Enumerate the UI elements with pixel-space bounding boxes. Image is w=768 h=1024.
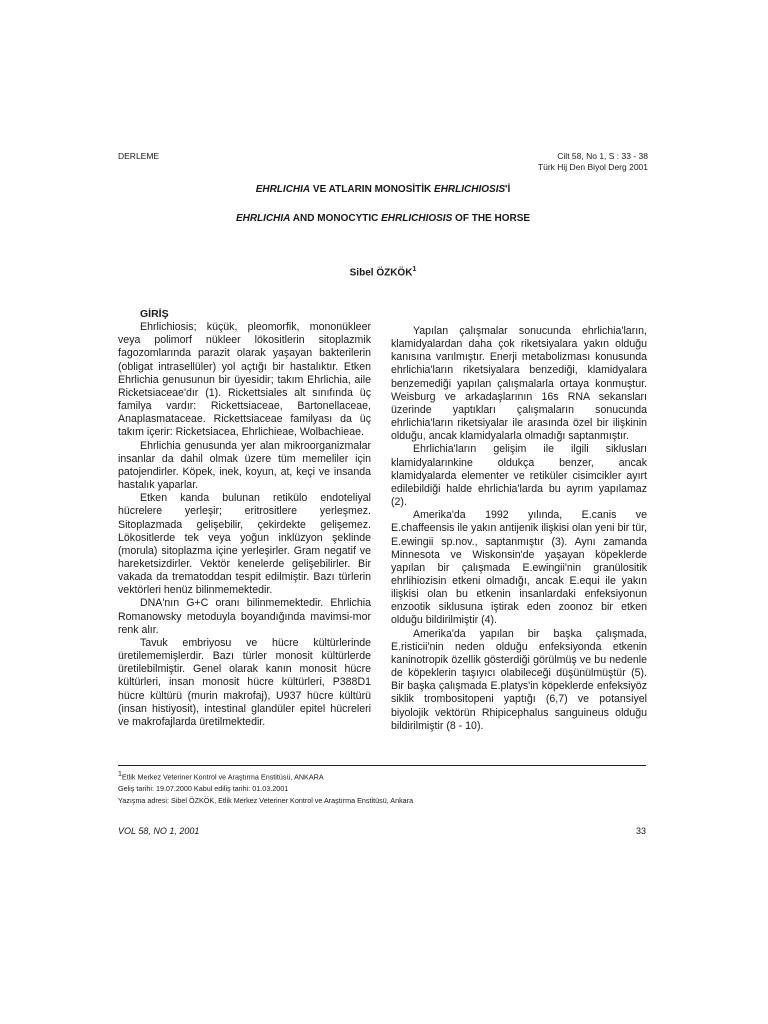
citation-line-2: Türk Hij Den Biyol Derg 2001 xyxy=(537,162,648,172)
title-en-part4: OF THE HORSE xyxy=(452,213,531,224)
page-number: 33 xyxy=(635,826,646,836)
left-paragraph-5: Tavuk embriyosu ve hücre kültürlerinde üretilememişlerdir. Bazı türler monosit kültürlerde üretilebilmiştir. Genel olarak kanın monosit hücre kültürleri, insan monosit hücre kültürleri, P388D1 hücre kültürü (murin makrofaj), U937 hücre kültürü (insan histiyosit), intestinal glandüler epitel hücreleri ve makrofajlarda üretilmektedir. xyxy=(118,636,371,728)
title-en-part1: EHRLICHIA xyxy=(235,213,291,224)
footnote-dates: Geliş tarihi: 19.07.2000 Kabul ediliş tarihi: 01.03.2001 xyxy=(118,784,289,794)
author-name: Sibel ÖZKÖK xyxy=(349,267,413,279)
footnotes xyxy=(118,769,648,807)
section-label: DERLEME xyxy=(118,151,160,161)
author-affil-mark: 1 xyxy=(412,266,417,273)
section-heading: GİRİŞ xyxy=(140,308,169,320)
title-tr-part1: EHRLICHIA xyxy=(255,184,311,195)
right-paragraph-3: Amerika'da 1992 yılında, E.canis ve E.chaffeensis ile yakın antijenik ilişkisi olan yeni bir tür, E.ewingii sp.nov., saptanmıştır (3). Aynı zamanda Minnesota ve Wiskonsin'de yaşayan köpeklerde yapılan bir çalışmada E.ewingii'nin granülositik ehrlihiozisin etkeni olmadığı, ancak E.equi ile yakın ilişkisi olan bu etkenin insanlardaki enfeksiyonun enzootik siklusuna iştirak eden zoonoz bir etken olduğu bildirilmiştir (4). xyxy=(391,509,647,627)
title-en-part3: EHRLICHIOSIS xyxy=(381,213,453,224)
title-tr-part3: EHRLICHIOSIS xyxy=(434,184,506,195)
left-paragraph-2: Ehrlichia genusunda yer alan mikroorganizmalar insanlar da dahil olmak üzere tüm memeliler için patojendirler. Köpek, inek, koyun, at, keçi ve insanda hastalık yaparlar. xyxy=(118,439,371,492)
title-en-part2: AND MONOCYTIC xyxy=(290,213,382,224)
title-tr-part2: VE ATLARIN MONOSİTİK xyxy=(310,184,435,195)
citation xyxy=(348,151,648,173)
footnote-mark: 1 xyxy=(118,771,122,778)
right-paragraph-2: Ehrlichia'ların gelişim ile ilgili siklusları klamidyalarınkine oldukça benzer, ancak klamidyalarda elementer ve retiküler cisimcikler ayırt edilebildiği halde ehrlichia'larda bu ayrım yapılamaz (2). xyxy=(391,443,647,509)
footnote-affiliation xyxy=(118,769,648,783)
left-column xyxy=(118,308,371,729)
title-tr-part4: 'İ xyxy=(505,184,511,195)
footer-volume: VOL 58, NO 1, 2001 xyxy=(118,826,200,836)
right-column xyxy=(391,325,647,733)
right-paragraph-4: Amerika'da yapılan bir başka çalışmada, E.risticii'nin neden olduğu enfeksiyonda etkenin kaninotropik özellik gösterdiği görülmüş ve bu nedenle de köpeklerin taşıyıcı olabileceği düşünülmüştür (5). Bir başka çalışmada E.platys'in köpeklerde enfeksiyöz siklik trombositopeni yaptığı (6,7) ve potansiyel biyolojik vektörün Rhipicephalus sanguineus olduğu bildirilmiştir (8 - 10). xyxy=(391,627,647,732)
title-turkish xyxy=(118,184,648,195)
footnote-divider xyxy=(118,765,646,766)
citation-line-1: Cilt 58, No 1, S : 33 - 38 xyxy=(557,151,648,161)
author xyxy=(118,266,648,278)
left-paragraph-4: DNA'nın G+C oranı bilinmemektedir. Ehrlichia Romanowsky metoduyla boyandığında mavimsi-mor renk alır. xyxy=(118,597,371,636)
right-paragraph-1: Yapılan çalışmalar sonucunda ehrlichia'ların, klamidyalardan daha çok riketsiyalara yakın olduğu kanısına varılmıştır. Enerji metabolizması konusunda ehrlichia'ların riketsiyalara benzediği, klamidyalara benzemediği yapılan çalışmalarla ortaya konmuştur. Weisburg ve arkadaşlarının 16s RNA sekansları üzerinde yaptıkları çalışmaların sonucunda ehrlichia'ların riketsiyalar ile arasında özel bir ilişkinin olduğu, ancak klamidyalarla olmadığı saptanmıştır. xyxy=(391,325,647,443)
title-english xyxy=(118,213,648,224)
footnote-affiliation-text: Etlik Merkez Veteriner Kontrol ve Araştırma Enstitüsü, ANKARA xyxy=(121,772,324,782)
left-paragraph-1: Ehrlichiosis; küçük, pleomorfik, mononükleer veya polimorf nükleer lökositlerin sitoplazmik fagozomlarında parazit olarak yaşayan bakterilerin (obligat intrasellüler) yol açtığı bir hastalıktır. Etken Ehrlichia genusunun bir üyesidir; takım Ehrlichia, aile Ricketsiaceae'dır (1). Rickettsiales alt sınıfında üç familya vardır: Rickettsiaceae, Bartonellaceae, Anaplasmataceae. Rickettsiaceae familyası da üç takım içerir: Ricketsiacea, Ehrlichieae, Wolbachieae. xyxy=(118,321,371,439)
left-paragraph-3: Etken kanda bulunan retikülo endoteliyal hücrelere yerleşir; eritrositlere yerleşmez. Sitoplazmada gelişebilir, çekirdekte gelişemez. Lökositlerde tek veya yoğun inklüzyon şeklinde (morula) sitoplazma içine yerleşirler. Gram negatif ve hareketsizdirler. Vektör kenelerde gelişebilirler. Bir vakada da trematoddan tespit edilmiştir. Bazı türlerin vektörleri henüz bilinmemektedir. xyxy=(118,492,371,597)
footnote-correspondence: Yazışma adresi: Sibel ÖZKÖK, Etlik Merkez Veteriner Kontrol ve Araştırma Enstitüsü, Ankara xyxy=(118,796,414,806)
